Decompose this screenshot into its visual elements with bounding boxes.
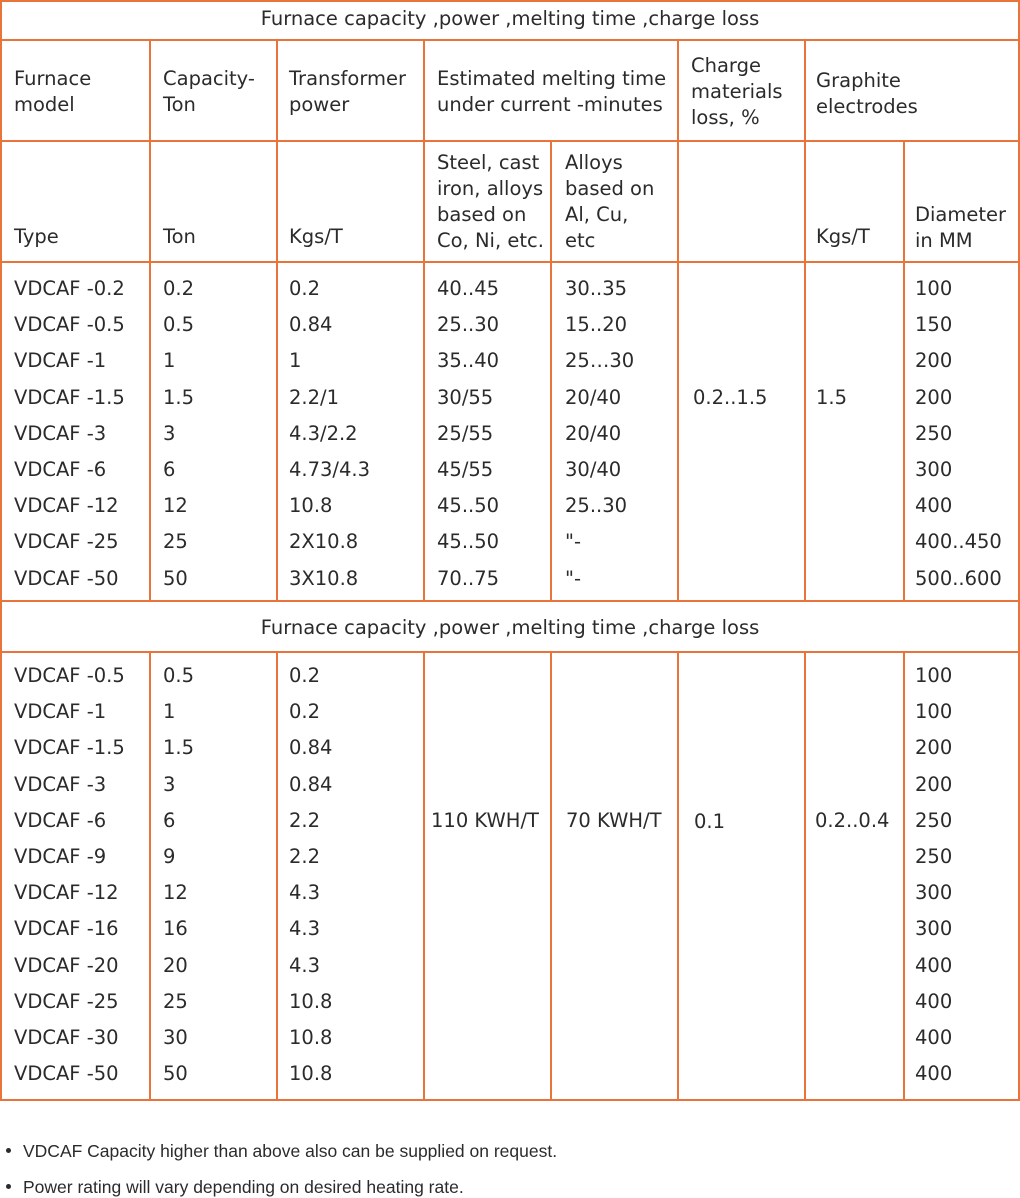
subheader-electrode-kgs-t: Kgs/T: [816, 225, 870, 248]
table-cell: VDCAF -25: [14, 530, 119, 554]
table-cell: 200: [915, 385, 953, 409]
subheader-line: Steel, cast: [437, 151, 540, 174]
subheader-line: Al, Cu,: [565, 203, 629, 226]
table-cell: 0.84: [289, 736, 333, 760]
column-transformer-power: [289, 658, 332, 1092]
table-cell: 20/40: [565, 421, 622, 445]
charge-loss-value: 0.1: [694, 810, 726, 833]
table-cell: 400..450: [915, 530, 1002, 554]
section-1-title: Furnace capacity ,power ,melting time ,charge loss: [260, 7, 760, 30]
row-divider: [0, 600, 1020, 602]
table-cell: 0.84: [289, 313, 333, 337]
table-cell: 12: [163, 494, 188, 518]
table-cell: 100: [915, 700, 953, 724]
table-cell: 4.73/4.3: [289, 458, 370, 482]
column-divider: [903, 651, 905, 1101]
table-cell: 25/55: [437, 421, 494, 445]
table-cell: VDCAF -3: [14, 772, 107, 796]
table-cell: 0.2: [289, 277, 321, 300]
table-cell: 35..40: [437, 349, 500, 373]
table-cell: 6: [163, 458, 176, 482]
table-cell: 6: [163, 808, 176, 832]
subheader-line: in MM: [915, 229, 973, 252]
table-cell: 200: [915, 736, 953, 760]
table-cell: 50: [163, 566, 188, 590]
table-cell: 200: [915, 349, 953, 373]
column-type: [14, 658, 125, 1092]
table-cell: 0.2: [289, 664, 321, 687]
table-cell: 4.3: [289, 917, 321, 941]
subheader-kgs-t: Kgs/T: [289, 225, 343, 248]
table-cell: 12: [163, 881, 188, 905]
table-cell: 4.3/2.2: [289, 421, 358, 445]
table-cell: VDCAF -20: [14, 953, 119, 977]
table-cell: 9: [163, 845, 176, 869]
header-capacity: [163, 66, 255, 118]
table-border-top: [0, 0, 1020, 2]
table-cell: 50: [163, 1062, 188, 1086]
header-line: Graphite: [816, 69, 901, 92]
table-cell: VDCAF -12: [14, 494, 119, 518]
column-divider: [677, 39, 679, 602]
header-melting-time: [437, 66, 666, 118]
header-furnace-model: [14, 66, 91, 118]
table-cell: 45..50: [437, 530, 500, 554]
subheader-diameter: [915, 202, 1006, 254]
table-cell: VDCAF -25: [14, 989, 119, 1013]
column-capacity: [163, 271, 194, 597]
column-transformer-power: [289, 271, 370, 597]
subheader-line: iron, alloys: [437, 177, 544, 200]
table-cell: 100: [915, 277, 953, 300]
table-cell: 25..30: [437, 313, 500, 337]
header-graphite-electrodes: [816, 68, 918, 120]
header-charge-loss: [691, 53, 783, 131]
table-cell: 20: [163, 953, 188, 977]
row-divider: [0, 261, 1020, 263]
table-cell: 30..35: [565, 277, 628, 300]
table-cell: VDCAF -0.5: [14, 313, 125, 337]
table-cell: 10.8: [289, 989, 333, 1013]
table-cell: VDCAF -1.5: [14, 736, 125, 760]
subheader-line: etc: [565, 229, 596, 252]
table-cell: 0.2: [289, 700, 321, 724]
table-cell: 400: [915, 1026, 953, 1050]
table-cell: VDCAF -6: [14, 458, 107, 482]
table-cell: 45/55: [437, 458, 494, 482]
header-line: loss, %: [691, 106, 760, 129]
table-cell: 3: [163, 421, 176, 445]
table-cell: 30/55: [437, 385, 494, 409]
section-2-title: Furnace capacity ,power ,melting time ,charge loss: [260, 616, 760, 639]
table-cell: 30/40: [565, 458, 622, 482]
subheader-line: Alloys: [565, 151, 623, 174]
table-cell: 0.5: [163, 664, 195, 687]
footnote-item: [6, 1140, 557, 1162]
table-cell: 10.8: [289, 1026, 333, 1050]
bullet-icon: [6, 1148, 11, 1153]
column-electrode-diameter: [915, 271, 1002, 597]
footnote-text: VDCAF Capacity higher than above also can be supplied on request.: [23, 1141, 558, 1161]
table-cell: 15..20: [565, 313, 628, 337]
table-cell: 200: [915, 772, 953, 796]
column-type: [14, 271, 125, 597]
table-cell: 25: [163, 530, 188, 554]
table-cell: 3X10.8: [289, 566, 359, 590]
header-line: Capacity-: [163, 67, 255, 90]
footnote-text: Power rating will vary depending on desired heating rate.: [23, 1177, 464, 1197]
table-cell: 250: [915, 808, 953, 832]
column-divider: [804, 651, 806, 1101]
electrode-consumption-value: 1.5: [816, 386, 848, 409]
column-divider: [276, 39, 278, 602]
subheader-ton: Ton: [163, 225, 196, 248]
table-cell: 4.3: [289, 881, 321, 905]
column-divider: [550, 140, 552, 602]
bullet-icon: [6, 1184, 11, 1189]
table-cell: VDCAF -30: [14, 1026, 119, 1050]
table-cell: 300: [915, 881, 953, 905]
header-line: power: [289, 93, 350, 116]
table-cell: VDCAF -1: [14, 700, 107, 724]
column-divider: [149, 651, 151, 1101]
table-cell: VDCAF -6: [14, 808, 107, 832]
table-cell: 2X10.8: [289, 530, 359, 554]
table-cell: 45..50: [437, 494, 500, 518]
table-cell: 400: [915, 494, 953, 518]
alloy-energy-value: 70 KWH/T: [566, 809, 662, 832]
table-cell: 16: [163, 917, 188, 941]
column-divider: [276, 651, 278, 1101]
header-line: Ton: [163, 93, 196, 116]
column-alloy-melting-time: [565, 271, 634, 597]
column-divider: [804, 39, 806, 602]
table-cell: VDCAF -3: [14, 421, 107, 445]
subheader-line: based on: [437, 203, 527, 226]
header-line: under current -minutes: [437, 93, 663, 116]
header-line: model: [14, 93, 75, 116]
table-cell: 400: [915, 1062, 953, 1086]
table-cell: VDCAF -50: [14, 566, 119, 590]
table-border-left: [0, 0, 2, 1101]
column-divider: [677, 651, 679, 1101]
table-cell: 2.2: [289, 845, 321, 869]
row-divider: [0, 140, 1020, 142]
table-cell: VDCAF -1.5: [14, 385, 125, 409]
table-cell: 70..75: [437, 566, 500, 590]
table-cell: 25: [163, 989, 188, 1013]
table-cell: 30: [163, 1026, 188, 1050]
table-cell: "-: [565, 530, 582, 554]
column-capacity: [163, 658, 194, 1092]
table-cell: VDCAF -50: [14, 1062, 119, 1086]
column-steel-melting-time: [437, 271, 499, 597]
subheader-line: Co, Ni, etc.: [437, 229, 544, 252]
table-cell: 1.5: [163, 736, 195, 760]
table-cell: 1: [163, 700, 176, 724]
table-cell: 500..600: [915, 566, 1002, 590]
subheader-type: Type: [14, 225, 59, 248]
subheader-line: Diameter: [915, 203, 1007, 226]
table-cell: 300: [915, 458, 953, 482]
column-divider: [550, 651, 552, 1101]
table-border-bottom: [0, 1099, 1020, 1101]
table-cell: 0.84: [289, 772, 333, 796]
header-line: Charge: [691, 54, 761, 77]
subheader-steel-alloys: [437, 150, 544, 254]
table-cell: VDCAF -16: [14, 917, 119, 941]
table-cell: 0.2: [163, 277, 195, 300]
table-cell: 400: [915, 989, 953, 1013]
table-cell: 250: [915, 421, 953, 445]
table-cell: 100: [915, 664, 953, 687]
column-electrode-diameter: [915, 658, 952, 1092]
steel-energy-value: 110 KWH/T: [431, 809, 539, 832]
column-divider: [903, 140, 905, 602]
table-cell: VDCAF -12: [14, 881, 119, 905]
table-cell: 1: [289, 349, 302, 373]
table-cell: VDCAF -0.2: [14, 277, 125, 300]
table-cell: 20/40: [565, 385, 622, 409]
table-cell: 1: [163, 349, 176, 373]
table-cell: VDCAF -1: [14, 349, 107, 373]
table-cell: 25..30: [565, 494, 628, 518]
footnote-item: [6, 1176, 464, 1198]
table-cell: 25…30: [565, 349, 635, 373]
column-divider: [423, 39, 425, 602]
table-cell: 150: [915, 313, 953, 337]
row-divider: [0, 651, 1020, 653]
table-cell: 2.2/1: [289, 385, 339, 409]
table-cell: 400: [915, 953, 953, 977]
column-divider: [423, 651, 425, 1101]
header-line: materials: [691, 80, 783, 103]
table-cell: 250: [915, 845, 953, 869]
header-line: electrodes: [816, 95, 918, 118]
table-cell: VDCAF -0.5: [14, 664, 125, 687]
table-cell: 3: [163, 772, 176, 796]
table-cell: 10.8: [289, 494, 333, 518]
table-cell: VDCAF -9: [14, 845, 107, 869]
subheader-al-cu-alloys: [565, 150, 654, 254]
table-cell: 2.2: [289, 808, 321, 832]
table-cell: 10.8: [289, 1062, 333, 1086]
subheader-line: based on: [565, 177, 655, 200]
column-divider: [149, 39, 151, 602]
charge-loss-value: 0.2..1.5: [693, 386, 768, 409]
table-cell: 1.5: [163, 385, 195, 409]
table-cell: 4.3: [289, 953, 321, 977]
header-line: Estimated melting time: [437, 67, 667, 90]
header-transformer-power: [289, 66, 406, 118]
electrode-consumption-value: 0.2..0.4: [815, 809, 890, 832]
table-cell: 0.5: [163, 313, 195, 337]
header-line: Furnace: [14, 67, 92, 90]
row-divider: [0, 39, 1020, 41]
table-cell: "-: [565, 566, 582, 590]
table-cell: 300: [915, 917, 953, 941]
table-cell: 40..45: [437, 277, 500, 300]
header-line: Transformer: [289, 67, 407, 90]
